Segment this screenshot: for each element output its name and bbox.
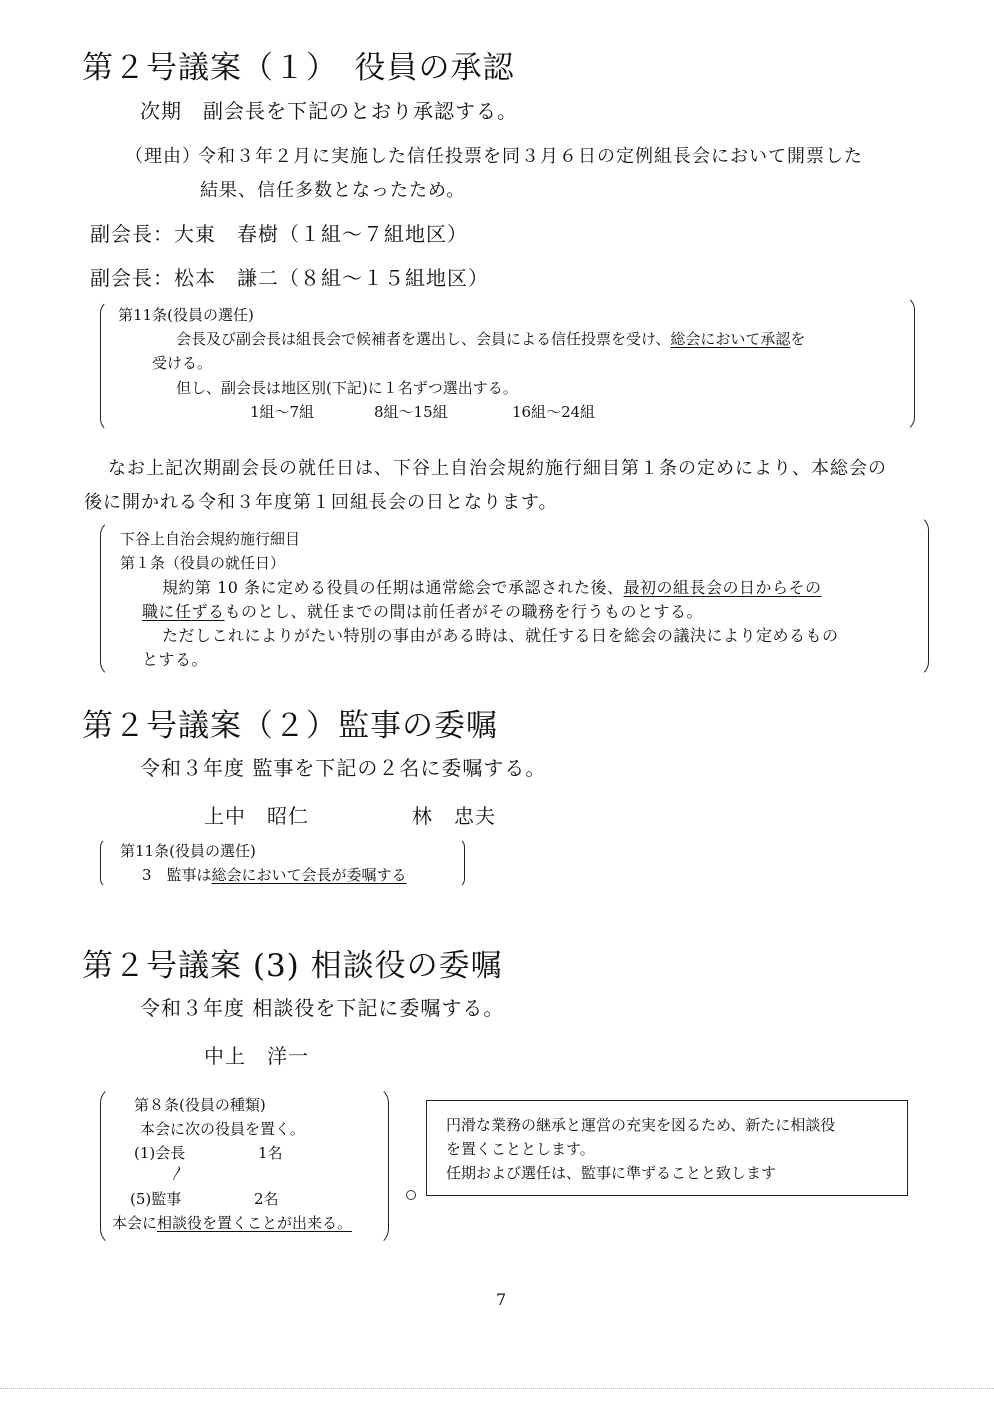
box1-title: 第11条(役員の選任) <box>118 306 254 324</box>
box2-line2-underlined: 職に任ずる <box>142 602 225 621</box>
box1-group-2: 8組～15組 <box>374 403 448 421</box>
box1-group-1: 1組～7組 <box>250 403 315 421</box>
box2-right-bracket <box>914 515 929 677</box>
side-note-line3: 任期および選任は、監事に準ずることと致します <box>446 1164 777 1182</box>
box4-title: 第８条(役員の種類) <box>134 1096 266 1114</box>
scan-edge-dots <box>0 1388 994 1389</box>
section1-lead: 次期 副会長を下記のとおり承認する。 <box>140 99 518 123</box>
vice-president-1: 副会長：大東 春樹（１組～７組地区） <box>90 222 468 246</box>
box1-line1 <box>176 328 805 349</box>
small-circle-mark <box>406 1190 416 1200</box>
reason-label: （理由） <box>125 146 201 167</box>
reason-line1: 令和３年２月に実施した信任投票を同３月６日の定例組長会において開票した <box>198 146 863 167</box>
box4-row1-count: 1名 <box>258 1144 283 1162</box>
box2-line2-text: ものとし、就任までの間は前任者がその職務を行うものとする。 <box>224 602 704 621</box>
advisor-name: 中上 洋一 <box>204 1044 309 1068</box>
vice-president-2: 副会長：松本 謙二（８組～１５組地区） <box>90 266 489 290</box>
box4-tilde: 〳 <box>170 1164 186 1182</box>
box2-title: 下谷上自治会規約施行細目 <box>120 530 301 548</box>
box1-line2: 受ける。 <box>152 354 213 372</box>
box3-right-bracket <box>456 838 465 888</box>
box4-row1-label: (1)会長 <box>134 1144 186 1162</box>
box3-title: 第11条(役員の選任) <box>120 842 256 860</box>
section1-heading: 第２号議案（１） 役員の承認 <box>82 50 515 86</box>
box2-line3: ただしこれによりがたい特別の事由がある時は、就任する日を総会の議決により定めるもの <box>162 626 839 645</box>
section3-heading: 第２号議案 (3) 相談役の委嘱 <box>82 948 503 984</box>
box3-line-underlined: 総会において会長が委嘱する <box>211 866 407 884</box>
box2-line4: とする。 <box>142 650 209 669</box>
box1-right-bracket <box>900 295 915 432</box>
box2-line1 <box>162 575 822 598</box>
box3-left-bracket <box>100 838 109 888</box>
note-line2: 後に開かれる令和３年度第１回組長会の日となります。 <box>84 492 558 513</box>
box2-line2 <box>142 599 703 622</box>
box3-line <box>142 864 407 885</box>
section2-heading: 第２号議案（２）監事の委嘱 <box>82 708 498 744</box>
section2-lead: 令和３年度 監事を下記の２名に委嘱する。 <box>140 756 547 780</box>
box2-line1-text: 規約第 10 条に定める役員の任期は通常総会で承認された後、 <box>162 578 624 597</box>
box1-line1-end: を <box>790 330 806 348</box>
box1-line3: 但し、副会長は地区別(下記)に１名ずつ選出する。 <box>176 379 518 397</box>
box4-row2-count: 2名 <box>254 1190 279 1208</box>
auditor-name-2: 林 忠夫 <box>412 804 496 828</box>
side-note-line2: を置くこととします。 <box>446 1140 595 1158</box>
box1-line1-text: 会長及び副会長は組長会で候補者を選出し、会員による信任投票を受け、 <box>176 330 671 348</box>
section3-lead: 令和３年度 相談役を下記に委嘱する。 <box>140 996 505 1020</box>
page-number: 7 <box>496 1290 507 1309</box>
box4-right-bracket <box>372 1086 389 1246</box>
side-note-line1: 円滑な業務の継承と運営の充実を図るため、新たに相談役 <box>446 1116 836 1134</box>
box1-line1-underlined: 総会において承認 <box>670 330 791 348</box>
box4-line1: 本会に次の役員を置く。 <box>140 1120 305 1138</box>
note-line1: なお上記次期副会長の就任日は、下谷上自治会規約施行細目第１条の定めにより、本総会の <box>108 458 887 479</box>
box1-left-bracket <box>100 300 113 432</box>
box4-last-line-underlined: 相談役を置くことが出来る。 <box>157 1214 353 1232</box>
box4-last-line-text: 本会に <box>112 1214 158 1232</box>
box1-group-3: 16組～24組 <box>512 403 596 421</box>
auditor-name-1: 上中 昭仁 <box>204 804 309 828</box>
reason-line2: 結果、信任多数となったため。 <box>200 180 466 201</box>
box2-left-bracket <box>100 520 115 677</box>
box2-line1-underlined: 最初の組長会の日からその <box>623 578 822 597</box>
box4-row2-label: (5)監事 <box>130 1190 182 1208</box>
box4-last-line <box>112 1212 352 1233</box>
box2-article: 第１条（役員の就任日） <box>120 554 286 572</box>
box3-line-text: 3 監事は <box>142 866 212 884</box>
